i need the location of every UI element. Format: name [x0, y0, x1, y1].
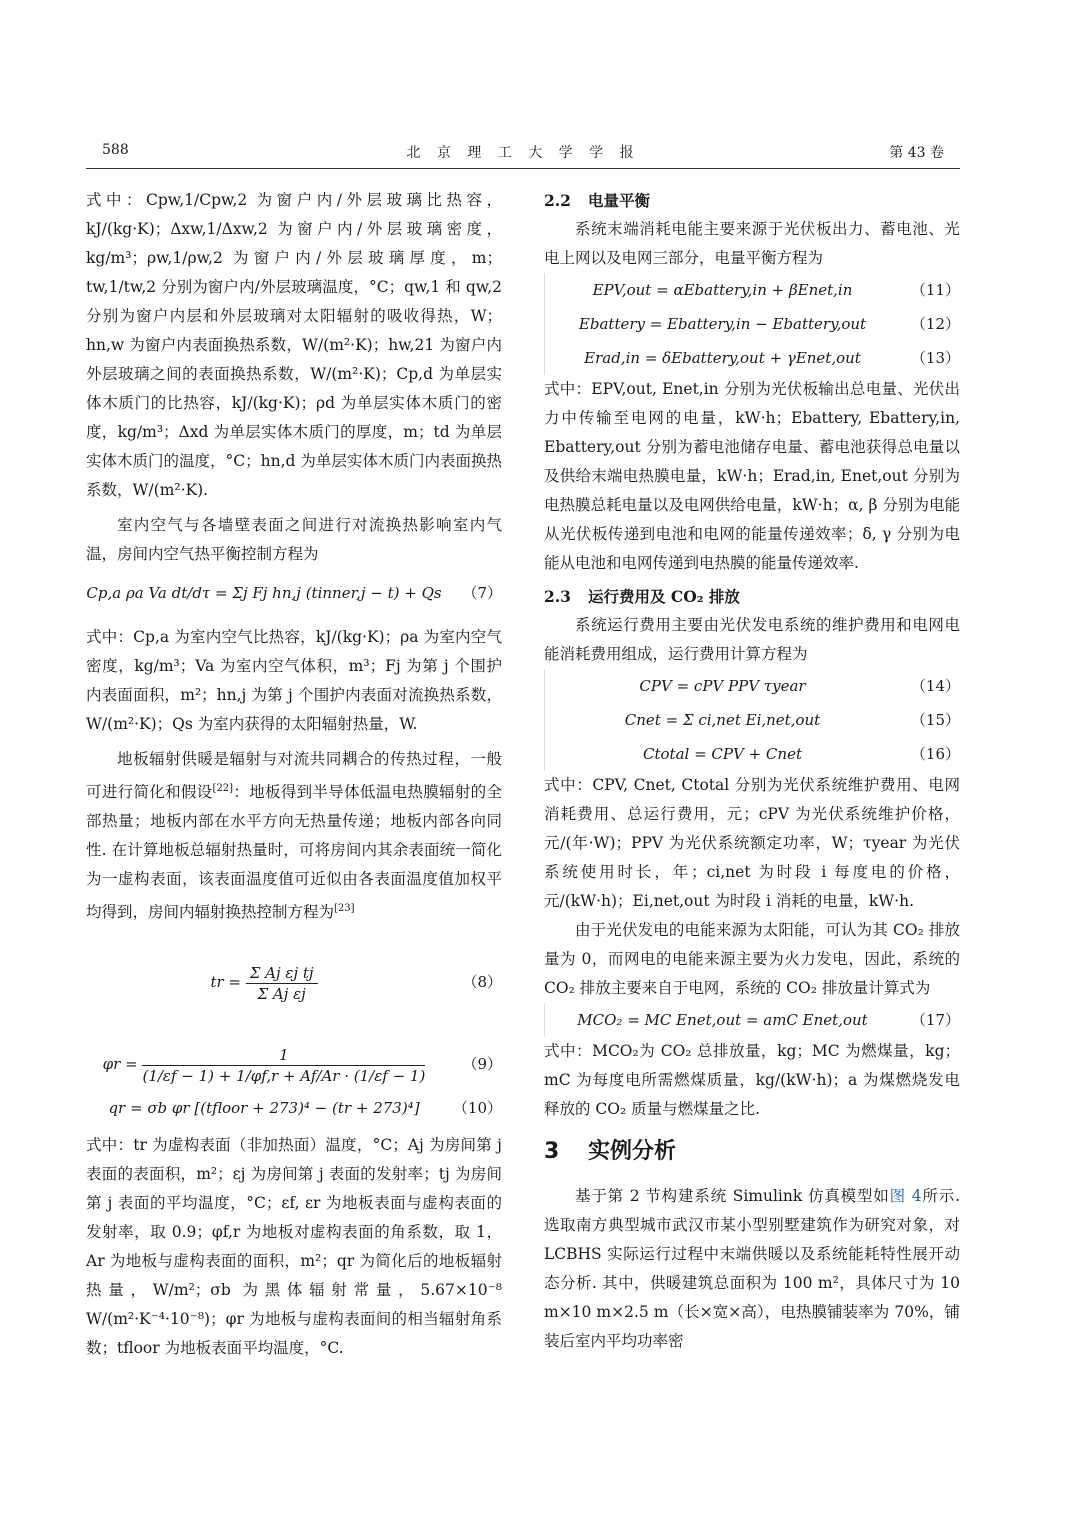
figure-link[interactable]: 图 4 [889, 1187, 922, 1205]
volume-label: 第 43 卷 [889, 145, 944, 161]
paragraph: 式中：MCO₂为 CO₂ 总排放量，kg；MC 为燃煤量，kg；mC 为每度电所需燃煤质量，kg/(kW·h)；a 为煤燃烧发电释放的 CO₂ 质量与燃煤量之比. [544, 1042, 960, 1118]
equation-12: Ebattery = Ebattery,in − Ebattery,out （12） [544, 307, 960, 341]
paragraph: 系统末端消耗电能主要来源于光伏板出力、蓄电池、光电上网以及电网三部分，电量平衡方程为 [544, 220, 960, 267]
paragraph: 基于第 2 节构建系统 Simulink 仿真模型如图 4所示. 选取南方典型城市武汉市某小型别墅建筑作为研究对象，对 LCBHS 实际运行过程中末端供暖以及系统能耗特性展开动态分析. 其中，供暖建筑总面积为 100 m²，具体尺寸为 10 m×10 m×2.5 m（长×宽×高），电热膜铺装率为 70%，铺装后室内平均功率密 [544, 1187, 960, 1350]
citation[interactable]: [23] [334, 903, 355, 915]
paragraph: 式中：EPV,out, Enet,in 分别为光伏板输出总电量、光伏出力中传输至电网的电量，kW·h；Ebattery, Ebattery,in, Ebattery,out 分别为蓄电池储存电量、蓄电池获得总电量以及供给末端电热膜电量，kW·h；Erad,in, Enet,out 分别为电热膜总耗电量以及电网供给电量，kW·h；α, β 分别为电能从光伏板传递到电池和电网的能量传递效率；δ, γ 分别为电能从电池和电网传递到电热膜的能量传递效率. [544, 380, 960, 572]
equation-15: Cnet = Σ ci,net Ei,net,out （15） [544, 703, 960, 737]
paragraph: 式中：CPV, Cnet, Ctotal 分别为光伏系统维护费用、电网消耗费用、总运行费用，元；cPV 为光伏系统维护价格，元/(年·W)；PPV 为光伏系统额定功率，W；τyear 为光伏系统使用时长，年；ci,net 为时段 i 每度电的价格，元/(kW·h)；Ei,net,out 为时段 i 消耗的电量，kW·h. [544, 776, 960, 910]
right-column [544, 186, 960, 1356]
section-heading: 2.3 运行费用及 CO₂ 排放 [544, 587, 740, 606]
paragraph: 式中：tr 为虚构表面（非加热面）温度，°C；Aj 为房间第 j 表面的表面积，m²；εj 为房间第 j 表面的发射率；tj 为房间第 j 表面的平均温度，°C；εf, εr 为地板表面与虚构表面的发射率，取 0.9；φf,r 为地板对虚构表面的角系数，取 1，Ar 为地板与虚构表面的面积，m²；qr 为简化后的地板辐射热量，W/m²；σb 为黑体辐射常量，5.67×10⁻⁸ W/(m²·K⁻⁴·10⁻⁸)；φr 为地板与虚构表面间的相当辐射角系数；tfloor 为地板表面平均温度，°C. [86, 1136, 502, 1358]
equation-17: MCO₂ = MC Enet,out = amC Enet,out （17） [544, 1003, 960, 1037]
equation-14: CPV = cPV PPV τyear （14） [544, 669, 960, 703]
equation-8: tr = $\frac{\text{Σ Aj εj tj}}{\text{Σ Aj εj}}$ （8） [210, 963, 502, 1003]
paragraph: 室内空气与各墙壁表面之间进行对流换热影响室内气温，房间内空气热平衡控制方程为 [86, 516, 502, 563]
equation-7: Cp,a ρa Va dt/dτ = Σj Fj hn,j (tinner,j − t) + Qs （7） [86, 584, 502, 602]
paragraph: 系统运行费用主要由光伏发电系统的维护费用和电网电能消耗费用组成，运行费用计算方程为 [544, 616, 960, 663]
equation-16: Ctotal = CPV + Cnet （16） [544, 737, 960, 771]
equation-11: EPV,out = αEbattery,in + βEnet,in （11） [544, 273, 960, 307]
page-number: 588 [102, 142, 129, 158]
section-heading: 2.2 电量平衡 [544, 191, 651, 210]
citation[interactable]: [22] [212, 783, 234, 794]
equation-13: Erad,in = δEbattery,out + γEnet,out （13） [544, 341, 960, 375]
running-header [86, 140, 960, 169]
paragraph: 式中：Cp,a 为室内空气比热容，kJ/(kg·K)；ρa 为室内空气密度，kg/m³；Va 为室内空气体积，m³；Fj 为第 j 个围护内表面面积，m²；hn,j 为第 j 个围护内表面对流换热系数，W/(m²·K)；Qs 为室内获得的太阳辐射热量，W. [86, 628, 502, 733]
paragraph: 由于光伏发电的电能来源为太阳能，可认为其 CO₂ 排放量为 0，而网电的电能来源主要为火力发电，因此，系统的 CO₂ 排放主要来自于电网，系统的 CO₂ 排放量计算式为 [544, 921, 960, 997]
left-column [86, 186, 502, 1363]
paragraph: 式中：Cpw,1/Cpw,2 为窗户内/外层玻璃比热容，kJ/(kg·K)；Δxw,1/Δxw,2 为窗户内/外层玻璃密度，kg/m³；ρw,1/ρw,2 为窗户内/外层玻璃厚度，m；tw,1/tw,2 分别为窗户内/外层玻璃温度，°C；qw,1 和 qw,2 分别为窗户内层和外层玻璃对太阳辐射的吸收得热，W；hn,w 为窗户内表面换热系数，W/(m²·K)；hw,21 为窗户内外层玻璃之间的表面换热系数，W/(m²·K)；Cp,d 为单层实体木质门的比热容，kJ/(kg·K)；ρd 为单层实体木质门的密度，kg/m³；Δxd 为单层实体木质门的厚度，m；td 为单层实体木质门的温度，°C；hn,d 为单层实体木质门内表面换热系数，W/(m²·K). [86, 191, 502, 499]
section-heading: 3 实例分析 [544, 1139, 677, 1164]
journal-title: 北 京 理 工 大 学 学 报 [406, 145, 640, 161]
equation-10: qr = σb φr [(tfloor + 273)⁴ − (tr + 273)⁴] （10） [108, 1099, 502, 1118]
paragraph: 地板辐射供暖是辐射与对流共同耦合的传热过程，一般可进行简化和假设[22]：地板得到半导体低温电热膜辐射的全部热量；地板内部在水平方向无热量传递；地板内部各向同性. 在计算地板总辐射热量时，可将房间内其余表面统一简化为一虚构表面，该表面温度值可近似由各表面温度值加权平均得到，房间内辐射换热控制方程为[23] [86, 750, 502, 922]
equation-9: φr = $\frac{1}{(1/\varepsilon f - 1) + 1/\varphi f,r + Af/Ar \cdot (1/\varepsilon f - 1)}$ （9） [102, 1045, 502, 1085]
